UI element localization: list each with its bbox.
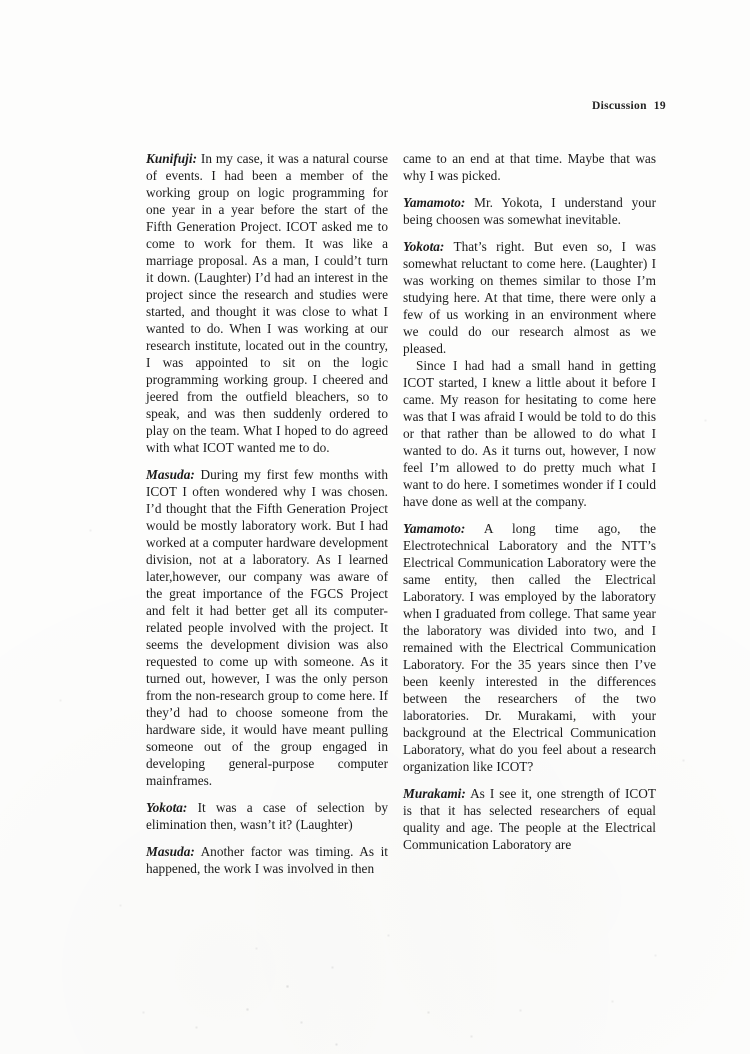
paragraph-text: As I see it, one strength of ICOT is that it has selected researchers of equal quality and age. The people at the Electrical Communication Laboratory are: [403, 786, 656, 852]
speaker-name: Yokota:: [403, 239, 445, 254]
right-column: [403, 150, 656, 877]
text-body: [146, 150, 656, 877]
dialogue-paragraph-masuda-2: [146, 843, 388, 877]
paragraph-text: came to an end at that time. Maybe that was why I was picked.: [403, 151, 656, 183]
left-column: [146, 150, 388, 877]
dialogue-paragraph-yamamoto: [403, 194, 656, 228]
dialogue-paragraph-kunifuji: [146, 150, 388, 456]
paragraph-text: Since I had had a small hand in getting ICOT started, I knew a little about it before I came. My reason for hesitating to come here was that I was afraid I would be told to do this or that rather than be allowed to do what I wanted to do. As it turns out, however, I now feel I’m allowed to do pretty much what I want to do here. I sometimes wonder if I could have done as well at the company.: [403, 358, 656, 509]
dialogue-paragraph-yokota-continued: [403, 357, 656, 510]
page-number: 19: [653, 100, 666, 112]
paragraph-text: Another factor was timing. As it happened, the work I was involved in then: [146, 844, 388, 876]
dialogue-paragraph-yokota: [146, 799, 388, 833]
scan-noise: [0, 0, 1, 1]
paragraph-text: Mr. Yokota, I understand your being choosen was somewhat inevitable.: [403, 195, 656, 227]
dialogue-paragraph-yokota-2: [403, 238, 656, 357]
paragraph-text: It was a case of selection by elimination then, wasn’t it? (Laughter): [146, 800, 388, 832]
paragraph-text: In my case, it was a natural course of events. I had been a member of the working group on logic programming for one year in a year before the start of the Fifth Generation Project. ICOT asked me to come to work for them. It was like a marriage proposal. As a man, I could’t turn it down. (Laughter) I’d had an interest in the project since the research and studies were started, and thought it was close to what I wanted to do. When I was working at our research institute, located out in the country, I was appointed to sit on the logic programming working group. I cheered and jeered from the outfield bleachers, so to speak, and was then suddenly ordered to play on the team. What I hoped to do agreed with what ICOT wanted me to do.: [146, 151, 388, 455]
paragraph-text: That’s right. But even so, I was somewhat reluctant to come here. (Laughter) I was working on themes similar to those I’m studying here. At that time, there were only a few of us working in an environment where we could do our research almost as we pleased.: [403, 239, 656, 356]
speaker-name: Yamamoto:: [403, 195, 466, 210]
dialogue-paragraph-continuation: [403, 150, 656, 184]
paragraph-text: A long time ago, the Electrotechnical Laboratory and the NTT’s Electrical Communication Laboratory were the same entity, then called the Electrical Laboratory. I was employed by the laboratory when I graduated from college. That same year the laboratory was divided into two, and I remained with the Electrical Communication Laboratory. For the 35 years since then I’ve been keenly interested in the differences between the researchers of the two laboratories. Dr. Murakami, with your background at the Electrical Communication Laboratory, what do you feel about a research organization like ICOT?: [403, 521, 656, 774]
running-header: [592, 100, 666, 112]
speaker-name: Masuda:: [146, 844, 195, 859]
paragraph-text: During my first few months with ICOT I often wondered why I was chosen. I’d thought that the Fifth Generation Project would be mostly laboratory work. But I had worked at a computer hardware development division, not at a laboratory. As I learned later,however, our company was aware of the great importance of the FGCS Project and felt it had better get all its computer-related people involved with the project. It seems the development division was also requested to come up with someone. As it turned out, however, I was the only person from the non-research group to come here. If they’d had to choose someone from the hardware side, it would have meant pulling someone out of the group engaged in developing general-purpose computer mainframes.: [146, 467, 388, 788]
speaker-name: Yokota:: [146, 800, 188, 815]
dialogue-paragraph-murakami: [403, 785, 656, 853]
speaker-name: Murakami:: [403, 786, 466, 801]
dialogue-paragraph-yamamoto-2: [403, 520, 656, 775]
speaker-name: Yamamoto:: [403, 521, 466, 536]
header-label: Discussion: [592, 100, 647, 112]
dialogue-paragraph-masuda: [146, 466, 388, 789]
speaker-name: Kunifuji:: [146, 151, 197, 166]
speaker-name: Masuda:: [146, 467, 195, 482]
